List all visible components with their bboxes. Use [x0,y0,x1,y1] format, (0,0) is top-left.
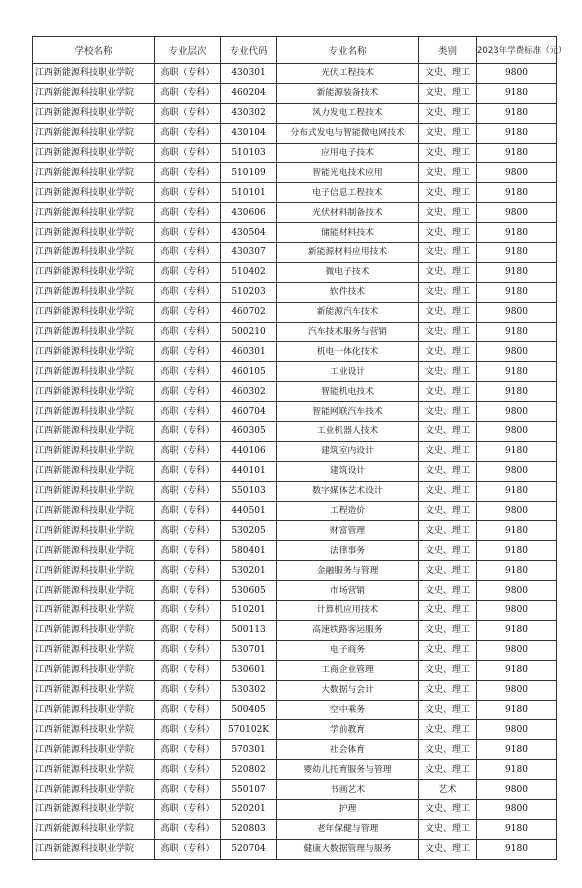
table-row [33,103,557,123]
header-tuition: 2023年学费标准（元） [477,37,557,64]
cell-tuition: 9180 [477,620,557,640]
cell-major-name: 健康大数据管理与服务 [277,839,419,859]
cell-category: 文史、理工 [419,342,477,362]
cell-school-name: 江西新能源科技职业学院 [33,262,155,282]
table-row [33,660,557,680]
cell-school-name: 江西新能源科技职业学院 [33,640,155,660]
cell-school-name: 江西新能源科技职业学院 [33,422,155,442]
cell-level: 高职（专科） [155,461,221,481]
cell-major-code: 430302 [221,103,277,123]
cell-category: 文史、理工 [419,183,477,203]
cell-tuition: 9800 [477,163,557,183]
cell-level: 高职（专科） [155,620,221,640]
cell-category: 文史、理工 [419,422,477,442]
table-row [33,680,557,700]
cell-tuition: 9180 [477,839,557,859]
table-row [33,322,557,342]
cell-major-code: 510201 [221,601,277,621]
cell-school-name: 江西新能源科技职业学院 [33,362,155,382]
cell-major-code: 550103 [221,481,277,501]
cell-category: 文史、理工 [419,282,477,302]
cell-major-code: 520201 [221,799,277,819]
cell-major-name: 工商企业管理 [277,660,419,680]
cell-major-code: 430301 [221,64,277,84]
cell-school-name: 江西新能源科技职业学院 [33,382,155,402]
table-row [33,740,557,760]
cell-major-code: 500210 [221,322,277,342]
cell-level: 高职（专科） [155,561,221,581]
table-row [33,203,557,223]
cell-school-name: 江西新能源科技职业学院 [33,581,155,601]
cell-school-name: 江西新能源科技职业学院 [33,660,155,680]
cell-major-name: 护理 [277,799,419,819]
cell-major-name: 风力发电工程技术 [277,103,419,123]
cell-major-code: 570301 [221,740,277,760]
cell-tuition: 9180 [477,143,557,163]
cell-school-name: 江西新能源科技职业学院 [33,223,155,243]
cell-school-name: 江西新能源科技职业学院 [33,461,155,481]
table-row [33,760,557,780]
cell-school-name: 江西新能源科技职业学院 [33,322,155,342]
header-row [33,37,557,64]
cell-category: 文史、理工 [419,720,477,740]
cell-school-name: 江西新能源科技职业学院 [33,620,155,640]
cell-level: 高职（专科） [155,342,221,362]
table-row [33,183,557,203]
cell-tuition: 9800 [477,203,557,223]
cell-category: 文史、理工 [419,243,477,263]
cell-major-name: 电子商务 [277,640,419,660]
cell-tuition: 9180 [477,760,557,780]
cell-tuition: 9180 [477,123,557,143]
cell-major-name: 新能源材料应用技术 [277,243,419,263]
cell-tuition: 9180 [477,103,557,123]
cell-level: 高职（专科） [155,760,221,780]
cell-major-code: 430606 [221,203,277,223]
cell-school-name: 江西新能源科技职业学院 [33,720,155,740]
cell-school-name: 江西新能源科技职业学院 [33,163,155,183]
cell-tuition: 9800 [477,302,557,322]
cell-level: 高职（专科） [155,123,221,143]
cell-school-name: 江西新能源科技职业学院 [33,402,155,422]
cell-tuition: 9180 [477,322,557,342]
cell-tuition: 9180 [477,740,557,760]
cell-school-name: 江西新能源科技职业学院 [33,302,155,322]
cell-tuition: 9180 [477,521,557,541]
table-row [33,700,557,720]
cell-level: 高职（专科） [155,441,221,461]
cell-level: 高职（专科） [155,601,221,621]
cell-category: 文史、理工 [419,362,477,382]
table-row [33,83,557,103]
cell-level: 高职（专科） [155,302,221,322]
cell-major-name: 建筑设计 [277,461,419,481]
cell-major-name: 空中乘务 [277,700,419,720]
cell-major-code: 530605 [221,581,277,601]
cell-level: 高职（专科） [155,680,221,700]
cell-category: 文史、理工 [419,660,477,680]
cell-major-name: 光伏材料制备技术 [277,203,419,223]
cell-category: 文史、理工 [419,382,477,402]
cell-level: 高职（专科） [155,243,221,263]
cell-major-name: 智能机电技术 [277,382,419,402]
header-category: 类别 [419,37,477,64]
table-row [33,541,557,561]
cell-category: 文史、理工 [419,302,477,322]
cell-tuition: 9800 [477,640,557,660]
cell-major-code: 460704 [221,402,277,422]
cell-category: 文史、理工 [419,322,477,342]
table-row [33,342,557,362]
cell-level: 高职（专科） [155,402,221,422]
cell-tuition: 9800 [477,461,557,481]
cell-level: 高职（专科） [155,322,221,342]
cell-tuition: 9180 [477,223,557,243]
cell-major-code: 530302 [221,680,277,700]
cell-level: 高职（专科） [155,799,221,819]
cell-category: 文史、理工 [419,103,477,123]
table-row [33,163,557,183]
table-row [33,441,557,461]
cell-major-code: 550107 [221,780,277,800]
cell-school-name: 江西新能源科技职业学院 [33,282,155,302]
cell-major-code: 530205 [221,521,277,541]
cell-school-name: 江西新能源科技职业学院 [33,123,155,143]
cell-tuition: 9800 [477,501,557,521]
cell-tuition: 9180 [477,382,557,402]
cell-tuition: 9180 [477,282,557,302]
cell-school-name: 江西新能源科技职业学院 [33,143,155,163]
cell-category: 文史、理工 [419,262,477,282]
cell-category: 文史、理工 [419,123,477,143]
table-row [33,362,557,382]
cell-level: 高职（专科） [155,163,221,183]
cell-level: 高职（专科） [155,521,221,541]
cell-school-name: 江西新能源科技职业学院 [33,680,155,700]
cell-category: 文史、理工 [419,223,477,243]
cell-tuition: 9800 [477,581,557,601]
cell-level: 高职（专科） [155,223,221,243]
header-major-code: 专业代码 [221,37,277,64]
tuition-table-document [32,36,567,860]
cell-level: 高职（专科） [155,64,221,84]
cell-tuition: 9180 [477,481,557,501]
cell-tuition: 9180 [477,262,557,282]
cell-level: 高职（专科） [155,422,221,442]
cell-major-code: 510101 [221,183,277,203]
cell-tuition: 9180 [477,700,557,720]
cell-major-code: 510402 [221,262,277,282]
cell-school-name: 江西新能源科技职业学院 [33,521,155,541]
cell-category: 艺术 [419,780,477,800]
table-row [33,581,557,601]
cell-major-name: 金融服务与管理 [277,561,419,581]
cell-school-name: 江西新能源科技职业学院 [33,103,155,123]
cell-tuition: 9800 [477,422,557,442]
cell-major-name: 新能源装备技术 [277,83,419,103]
cell-school-name: 江西新能源科技职业学院 [33,243,155,263]
cell-level: 高职（专科） [155,262,221,282]
cell-category: 文史、理工 [419,799,477,819]
table-body [33,64,557,860]
cell-category: 文史、理工 [419,402,477,422]
cell-level: 高职（专科） [155,183,221,203]
cell-level: 高职（专科） [155,700,221,720]
cell-major-name: 大数据与会计 [277,680,419,700]
cell-level: 高职（专科） [155,660,221,680]
cell-level: 高职（专科） [155,362,221,382]
cell-category: 文史、理工 [419,740,477,760]
cell-level: 高职（专科） [155,481,221,501]
table-row [33,501,557,521]
cell-level: 高职（专科） [155,103,221,123]
cell-tuition: 9800 [477,720,557,740]
cell-school-name: 江西新能源科技职业学院 [33,819,155,839]
table-row [33,402,557,422]
header-level: 专业层次 [155,37,221,64]
header-major-name: 专业名称 [277,37,419,64]
cell-school-name: 江西新能源科技职业学院 [33,740,155,760]
cell-tuition: 9180 [477,83,557,103]
cell-major-name: 计算机应用技术 [277,601,419,621]
cell-school-name: 江西新能源科技职业学院 [33,839,155,859]
cell-category: 文史、理工 [419,163,477,183]
cell-school-name: 江西新能源科技职业学院 [33,601,155,621]
cell-level: 高职（专科） [155,581,221,601]
cell-major-name: 书画艺术 [277,780,419,800]
cell-major-name: 婴幼儿托育服务与管理 [277,760,419,780]
cell-major-code: 430307 [221,243,277,263]
cell-level: 高职（专科） [155,640,221,660]
cell-category: 文史、理工 [419,561,477,581]
cell-major-code: 430104 [221,123,277,143]
cell-tuition: 9800 [477,780,557,800]
cell-tuition: 9180 [477,441,557,461]
table-row [33,223,557,243]
table-row [33,382,557,402]
cell-level: 高职（专科） [155,740,221,760]
cell-school-name: 江西新能源科技职业学院 [33,481,155,501]
cell-school-name: 江西新能源科技职业学院 [33,203,155,223]
cell-major-name: 市场营销 [277,581,419,601]
cell-major-code: 510203 [221,282,277,302]
cell-category: 文史、理工 [419,581,477,601]
cell-school-name: 江西新能源科技职业学院 [33,501,155,521]
cell-category: 文史、理工 [419,481,477,501]
cell-major-name: 数字媒体艺术设计 [277,481,419,501]
table-row [33,819,557,839]
table-row [33,601,557,621]
cell-category: 文史、理工 [419,203,477,223]
cell-major-code: 520802 [221,760,277,780]
cell-major-name: 老年保健与管理 [277,819,419,839]
cell-level: 高职（专科） [155,203,221,223]
cell-major-code: 460204 [221,83,277,103]
cell-tuition: 9800 [477,601,557,621]
cell-major-name: 财富管理 [277,521,419,541]
cell-category: 文史、理工 [419,700,477,720]
cell-level: 高职（专科） [155,501,221,521]
cell-major-code: 510103 [221,143,277,163]
cell-major-code: 580401 [221,541,277,561]
table-header [33,37,567,64]
cell-level: 高职（专科） [155,819,221,839]
cell-category: 文史、理工 [419,461,477,481]
cell-tuition: 9180 [477,660,557,680]
cell-tuition: 9800 [477,799,557,819]
cell-level: 高职（专科） [155,839,221,859]
table-row [33,262,557,282]
cell-tuition: 9800 [477,342,557,362]
cell-category: 文史、理工 [419,839,477,859]
cell-major-code: 460305 [221,422,277,442]
cell-level: 高职（专科） [155,83,221,103]
cell-tuition: 9800 [477,680,557,700]
cell-school-name: 江西新能源科技职业学院 [33,780,155,800]
cell-major-name: 储能材料技术 [277,223,419,243]
table-row [33,143,557,163]
table-row [33,64,557,84]
cell-level: 高职（专科） [155,720,221,740]
table-row [33,481,557,501]
cell-category: 文史、理工 [419,620,477,640]
cell-major-code: 570102K [221,720,277,740]
cell-major-name: 分布式发电与智能微电网技术 [277,123,419,143]
cell-school-name: 江西新能源科技职业学院 [33,760,155,780]
cell-major-name: 建筑室内设计 [277,441,419,461]
cell-major-code: 440501 [221,501,277,521]
cell-major-name: 光伏工程技术 [277,64,419,84]
cell-major-name: 应用电子技术 [277,143,419,163]
cell-major-code: 460702 [221,302,277,322]
cell-category: 文史、理工 [419,83,477,103]
cell-major-name: 新能源汽车技术 [277,302,419,322]
table-row [33,839,557,859]
cell-school-name: 江西新能源科技职业学院 [33,64,155,84]
table-row [33,461,557,481]
table-row [33,282,557,302]
table-row [33,780,557,800]
cell-level: 高职（专科） [155,143,221,163]
cell-category: 文史、理工 [419,601,477,621]
table-row [33,720,557,740]
cell-tuition: 9800 [477,402,557,422]
cell-tuition: 9800 [477,64,557,84]
cell-major-name: 社会体育 [277,740,419,760]
cell-major-name: 工程造价 [277,501,419,521]
cell-major-code: 530201 [221,561,277,581]
cell-category: 文史、理工 [419,541,477,561]
table-row [33,302,557,322]
cell-category: 文史、理工 [419,143,477,163]
cell-category: 文史、理工 [419,441,477,461]
cell-tuition: 9180 [477,541,557,561]
cell-category: 文史、理工 [419,640,477,660]
cell-major-code: 520704 [221,839,277,859]
table-row [33,422,557,442]
cell-tuition: 9180 [477,243,557,263]
cell-school-name: 江西新能源科技职业学院 [33,441,155,461]
cell-major-code: 520803 [221,819,277,839]
cell-major-name: 智能网联汽车技术 [277,402,419,422]
cell-major-name: 电子信息工程技术 [277,183,419,203]
cell-school-name: 江西新能源科技职业学院 [33,342,155,362]
table-row [33,561,557,581]
cell-major-code: 510109 [221,163,277,183]
cell-level: 高职（专科） [155,780,221,800]
cell-level: 高职（专科） [155,541,221,561]
cell-tuition: 9180 [477,183,557,203]
table-row [33,243,557,263]
cell-tuition: 9180 [477,819,557,839]
cell-major-code: 460302 [221,382,277,402]
tuition-table [32,36,567,860]
table-row [33,799,557,819]
cell-level: 高职（专科） [155,282,221,302]
cell-major-name: 智能光电技术应用 [277,163,419,183]
cell-school-name: 江西新能源科技职业学院 [33,541,155,561]
table-row [33,620,557,640]
cell-major-code: 500113 [221,620,277,640]
cell-major-name: 法律事务 [277,541,419,561]
cell-category: 文史、理工 [419,819,477,839]
cell-major-code: 460105 [221,362,277,382]
cell-major-name: 工业机器人技术 [277,422,419,442]
cell-category: 文史、理工 [419,521,477,541]
cell-major-code: 440106 [221,441,277,461]
cell-school-name: 江西新能源科技职业学院 [33,183,155,203]
cell-category: 文史、理工 [419,680,477,700]
cell-major-code: 500405 [221,700,277,720]
header-school-name: 学校名称 [33,37,155,64]
cell-major-name: 高速铁路客运服务 [277,620,419,640]
cell-major-code: 530701 [221,640,277,660]
cell-school-name: 江西新能源科技职业学院 [33,700,155,720]
cell-major-name: 软件技术 [277,282,419,302]
cell-category: 文史、理工 [419,501,477,521]
cell-major-name: 微电子技术 [277,262,419,282]
cell-major-name: 汽车技术服务与营销 [277,322,419,342]
cell-major-code: 440101 [221,461,277,481]
cell-tuition: 9180 [477,362,557,382]
table-row [33,521,557,541]
cell-school-name: 江西新能源科技职业学院 [33,799,155,819]
cell-school-name: 江西新能源科技职业学院 [33,561,155,581]
cell-major-code: 460301 [221,342,277,362]
cell-major-name: 机电一体化技术 [277,342,419,362]
table-row [33,123,557,143]
cell-tuition: 9180 [477,561,557,581]
cell-category: 文史、理工 [419,760,477,780]
cell-school-name: 江西新能源科技职业学院 [33,83,155,103]
cell-major-code: 430504 [221,223,277,243]
cell-major-code: 530601 [221,660,277,680]
cell-major-name: 学前教育 [277,720,419,740]
cell-major-name: 工业设计 [277,362,419,382]
cell-level: 高职（专科） [155,382,221,402]
table-row [33,640,557,660]
cell-category: 文史、理工 [419,64,477,84]
